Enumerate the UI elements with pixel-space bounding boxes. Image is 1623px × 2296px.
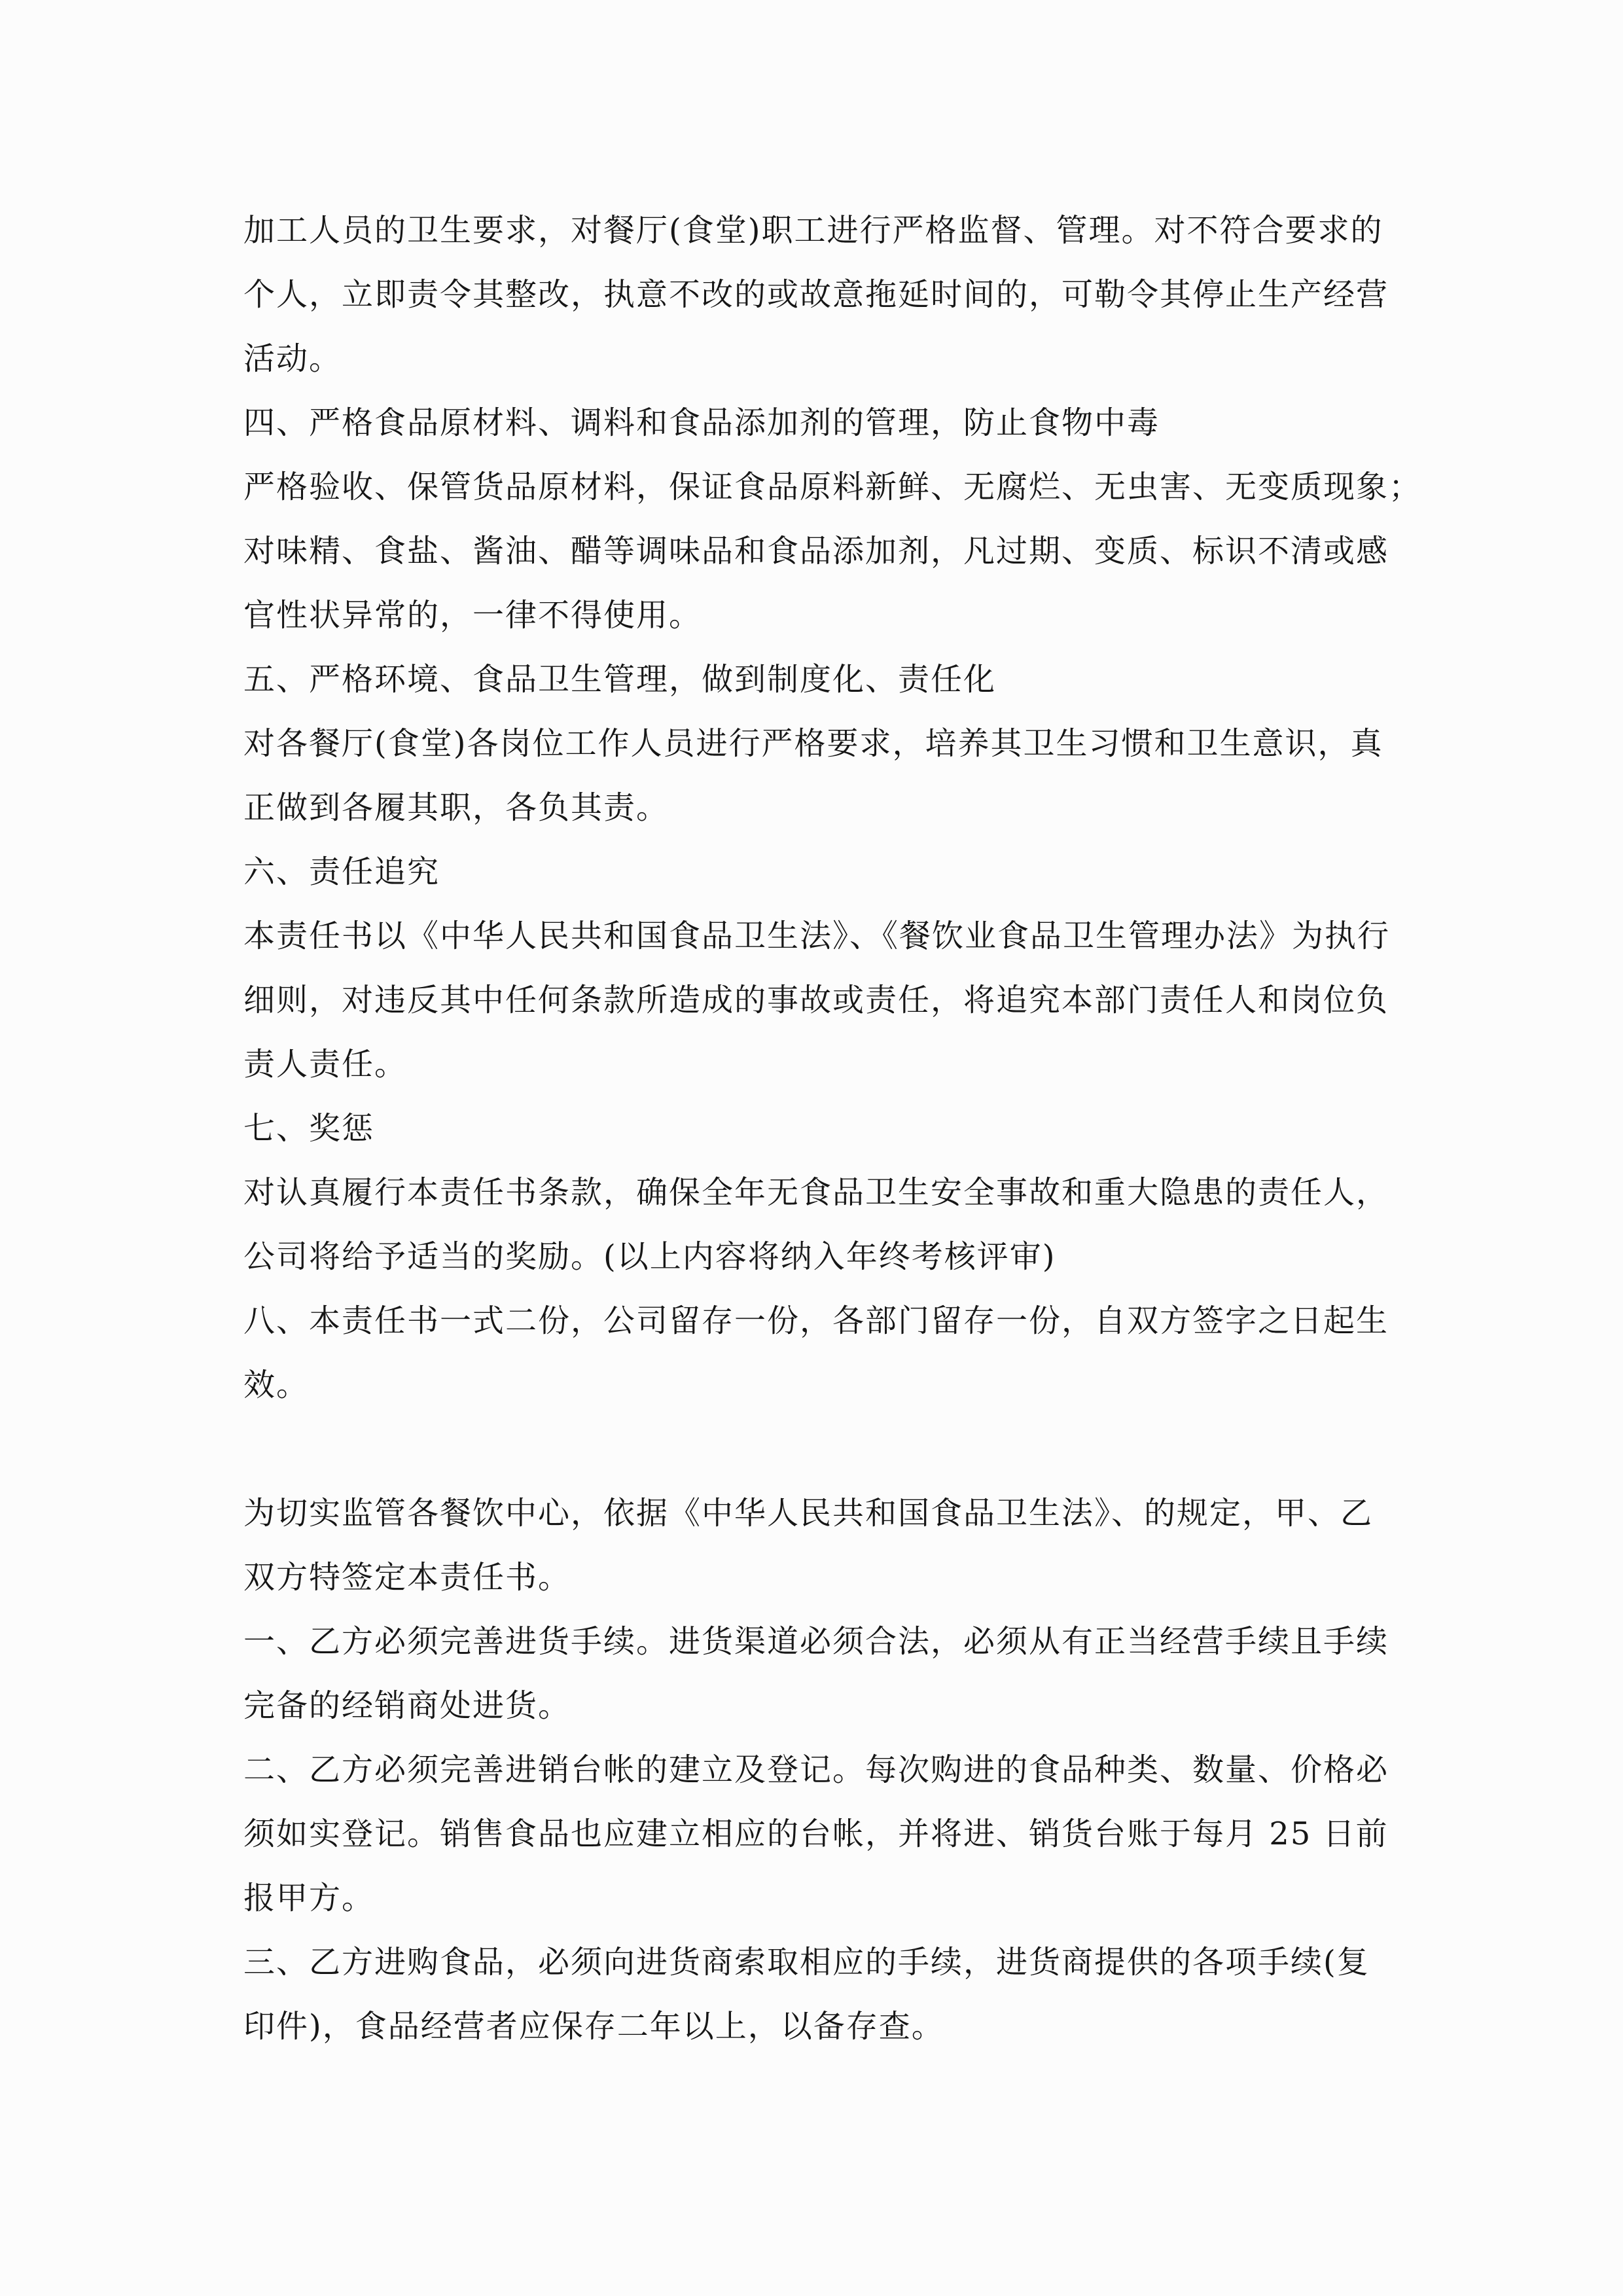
text-line: 加工人员的卫生要求，对餐厅(食堂)职工进行严格监督、管理。对不符合要求的 xyxy=(243,212,1383,249)
text-line: 对味精、食盐、酱油、醋等调味品和食品添加剂，凡过期、变质、标识不清或感 xyxy=(243,533,1389,569)
text-line: 活动。 xyxy=(243,340,342,377)
text-line: 双方特签定本责任书。 xyxy=(243,1559,571,1596)
blank-line xyxy=(243,1417,1395,1481)
text-line: 完备的经销商处进货。 xyxy=(243,1687,571,1724)
text-line: 个人，立即责令其整改，执意不改的或故意拖延时间的，可勒令其停止生产经营 xyxy=(243,276,1389,313)
text-line: 对各餐厅(食堂)各岗位工作人员进行严格要求，培养其卫生习惯和卫生意识，真 xyxy=(243,725,1383,762)
text-line: 七、奖惩 xyxy=(243,1110,375,1147)
text-line: 五、严格环境、食品卫生管理，做到制度化、责任化 xyxy=(243,661,997,698)
text-line: 六、责任追究 xyxy=(243,853,440,890)
text-line: 细则，对违反其中任何条款所造成的事故或责任，将追究本部门责任人和岗位负 xyxy=(243,982,1389,1018)
text-line: 责人责任。 xyxy=(243,1046,408,1083)
text-line: 须如实登记。销售食品也应建立相应的台帐，并将进、销货台账于每月 25 日前 xyxy=(243,1816,1389,1852)
text-line: 效。 xyxy=(243,1367,310,1403)
text-line: 本责任书以《中华人民共和国食品卫生法》、《餐饮业食品卫生管理办法》为执行 xyxy=(243,918,1391,954)
document-text-block xyxy=(243,198,1422,2058)
text-line: 一、乙方必须完善进货手续。进货渠道必须合法，必须从有正当经营手续且手续 xyxy=(243,1623,1389,1660)
text-line: 公司将给予适当的奖励。(以上内容将纳入年终考核评审) xyxy=(243,1238,1056,1275)
text-line: 三、乙方进购食品，必须向进货商索取相应的手续，进货商提供的各项手续(复 xyxy=(243,1944,1370,1981)
text-line: 官性状异常的，一律不得使用。 xyxy=(243,597,702,634)
text-line: 二、乙方必须完善进销台帐的建立及登记。每次购进的食品种类、数量、价格必 xyxy=(243,1751,1389,1788)
text-line: 对认真履行本责任书条款，确保全年无食品卫生安全事故和重大隐患的责任人， xyxy=(243,1174,1389,1211)
text-line: 四、严格食品原材料、调料和食品添加剂的管理，防止食物中毒 xyxy=(243,404,1160,441)
text-line: 报甲方。 xyxy=(243,1880,375,1916)
text-line: 为切实监管各餐饮中心，依据《中华人民共和国食品卫生法》、的规定，甲、乙 xyxy=(243,1495,1374,1532)
text-line: 八、本责任书一式二份，公司留存一份，各部门留存一份，自双方签字之日起生 xyxy=(243,1302,1389,1339)
text-line: 正做到各履其职，各负其责。 xyxy=(243,789,669,826)
text-line: 严格验收、保管货品原材料，保证食品原料新鲜、无腐烂、无虫害、无变质现象； xyxy=(243,469,1422,505)
text-line: 印件)，食品经营者应保存二年以上，以备存查。 xyxy=(243,2008,944,2045)
